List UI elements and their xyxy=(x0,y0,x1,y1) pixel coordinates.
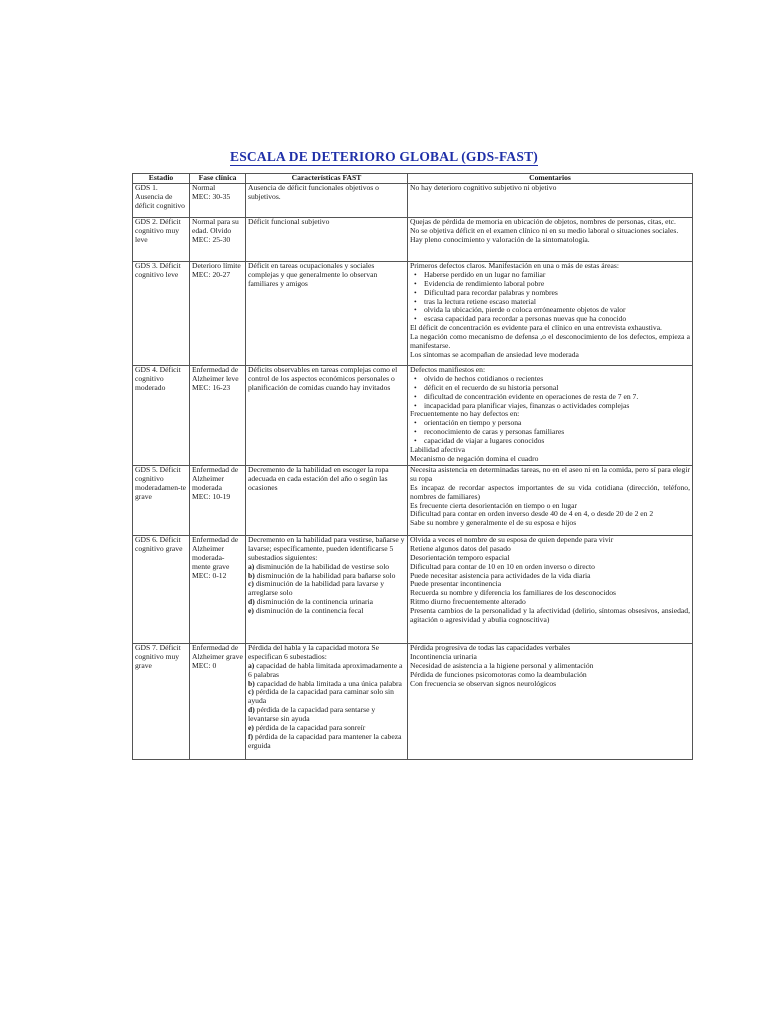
subestadio-item: c) pérdida de la capacidad para caminar solo sin ayuda xyxy=(248,687,394,706)
cell-estadio: GDS 2. Déficit cognitivo muy leve xyxy=(133,217,190,261)
list-item: • tras la lectura retiene escaso material xyxy=(424,298,690,307)
list-item: • incapacidad para planificar viajes, finanzas o actividades complejas xyxy=(424,402,690,411)
list-item: • orientación en tiempo y persona xyxy=(424,419,690,428)
subestadio-item: f) pérdida de la capacidad para mantener la cabeza erguida xyxy=(248,731,402,750)
list-item: • Dificultad para recordar palabras y nombres xyxy=(424,289,690,298)
table-row-gds-6 xyxy=(133,535,693,643)
cell-estadio: GDS 6. Déficit cognitivo grave xyxy=(133,535,190,643)
cell-fase: Enfermedad de Alzheimer moderada-mente grave MEC: 0-12 xyxy=(190,535,246,643)
cell-fast: Ausencia de déficit funcionales objetivos o subjetivos. xyxy=(246,183,408,217)
page-title-text: ESCALA DE DETERIORO GLOBAL (GDS-FAST) xyxy=(230,149,538,164)
list-item: • capacidad de viajar a lugares conocidos xyxy=(424,437,690,446)
table-row-gds-3 xyxy=(133,261,693,365)
bullet-list xyxy=(410,375,690,411)
subestadio-item: d) pérdida de la capacidad para sentarse y levantarse sin ayuda xyxy=(248,705,376,724)
list-item: • reconocimiento de caras y personas familiares xyxy=(424,428,690,437)
list-item: • escasa capacidad para recordar a personas nuevas que ha conocido xyxy=(424,315,690,324)
bullet-list xyxy=(410,271,690,324)
cell-estadio: GDS 1. Ausencia de déficit cognitivo xyxy=(133,183,190,217)
subestadio-item: c) disminución de la habilidad para lavarse y arreglarse solo xyxy=(248,579,385,598)
cell-fase: Enfermedad de Alzheimer moderada MEC: 10-19 xyxy=(190,465,246,535)
cell-fase: Normal MEC: 30-35 xyxy=(190,183,246,217)
page-title xyxy=(0,149,768,166)
cell-comentarios: Necesita asistencia en determinadas tareas, no en el aseo ni en la comida, pero sí para elegir su ropa Es incapaz de recordar aspectos importantes de su vida cotidiana (dirección, teléfono, nombres de familiares) Es frecuente cierta desorientación en tiempo o en lugar Dificultad para contar en orden inverso desde 40 de 4 en 4, o desde 20 de 2 en 2 Sabe su nombre y generalmente el de su esposa e hijos xyxy=(408,465,693,535)
table-row-gds-1 xyxy=(133,183,693,217)
list-item: • Haberse perdido en un lugar no familiar xyxy=(424,271,690,280)
header-fase-clinica: Fase clínica xyxy=(190,174,246,184)
cell-fast: Decremento en la habilidad para vestirse, bañarse y lavarse; específicamente, pueden identificarse 5 subestadios siguientes: a) disminución de la habilidad de vestirse solo b) disminución de la habilidad para bañarse solo c) disminución de la habilidad para lavarse y arreglarse solo d) disminución de la continencia urinaria e) disminución de la continencia fecal xyxy=(246,535,408,643)
list-item: • olvida la ubicación, pierde o coloca erróneamente objetos de valor xyxy=(424,306,690,315)
cell-fase: Enfermedad de Alzheimer leve MEC: 16-23 xyxy=(190,365,246,465)
cell-comentarios: Defectos manifiestos en: • olvido de hechos cotidianos o recientes • déficit en el recuerdo de su historia personal • dificultad de concentración evidente en operaciones de resta de 7 en 7. • incapacidad para planificar viajes, finanzas o actividades complejas Frecuentemente no hay defectos en: • orientación en tiempo y persona • reconocimiento de caras y personas familiares • capacidad de viajar a lugares conocidos Labilidad afectiva Mecanismo de negación domina el cuadro xyxy=(408,365,693,465)
cell-comentarios: No hay deterioro cognitivo subjetivo ni objetivo xyxy=(408,183,693,217)
table-row-gds-5 xyxy=(133,465,693,535)
cell-fast: Déficit en tareas ocupacionales y sociales complejas y que generalmente lo observan familiares y amigos xyxy=(246,261,408,365)
cell-estadio: GDS 3. Déficit cognitivo leve xyxy=(133,261,190,365)
cell-fase: Normal para su edad. Olvido MEC: 25-30 xyxy=(190,217,246,261)
list-item: • olvido de hechos cotidianos o recientes xyxy=(424,375,690,384)
subestadio-item: e) pérdida de la capacidad para sonreír xyxy=(248,723,366,733)
subestadio-item: b) disminución de la habilidad para bañarse solo xyxy=(248,570,396,580)
cell-fast: Déficit funcional subjetivo xyxy=(246,217,408,261)
cell-comentarios: Primeros defectos claros. Manifestación en una o más de estas áreas: • Haberse perdido en un lugar no familiar • Evidencia de rendimiento laboral pobre • Dificultad para recordar palabras y nombres • tras la lectura retiene escaso material • olvida la ubicación, pierde o coloca erróneamente objetos de valor • escasa capacidad para recordar a personas nuevas que ha conocido El déficit de concentración es evidente para el clínico en una entrevista exhaustiva. La negación como mecanismo de defensa ,o el desconocimiento de los defectos, empieza a manifestarse. Los síntomas se acompañan de ansiedad leve moderada xyxy=(408,261,693,365)
list-item: • déficit en el recuerdo de su historia personal xyxy=(424,384,690,393)
table-row-gds-7 xyxy=(133,643,693,759)
list-item: • dificultad de concentración evidente en operaciones de resta de 7 en 7. xyxy=(424,393,690,402)
cell-comentarios: Quejas de pérdida de memoria en ubicación de objetos, nombres de personas, citas, etc. No se objetiva déficit en el examen clínico ni en su medio laboral o situaciones sociales. Hay pleno conocimiento y valoración de la sintomatología. xyxy=(408,217,693,261)
cell-fase: Enfermedad de Alzheimer grave MEC: 0 xyxy=(190,643,246,759)
header-estadio: Estadio xyxy=(133,174,190,184)
subestadio-item: d) disminución de la continencia urinaria xyxy=(248,597,374,607)
subestadio-item: a) capacidad de habla limitada aproximadamente a 6 palabras xyxy=(248,660,403,679)
cell-comentarios: Olvida a veces el nombre de su esposa de quien depende para vivir Retiene algunos datos del pasado Desorientación temporo espacial Dificultad para contar de 10 en 10 en orden inverso o directo Puede necesitar asistencia para actividades de la vida diaria Puede presentar incontinencia Recuerda su nombre y diferencia los familiares de los desconocidos Ritmo diurno frecuentemente alterado Presenta cambios de la personalidad y la afectividad (delirio, síntomas obsesivos, ansiedad, agitación o agresividad y abulia cognoscitiva) xyxy=(408,535,693,643)
cell-estadio: GDS 4. Déficit cognitivo moderado xyxy=(133,365,190,465)
list-item: • Evidencia de rendimiento laboral pobre xyxy=(424,280,690,289)
cell-comentarios: Pérdida progresiva de todas las capacidades verbales Incontinencia urinaria Necesidad de asistencia a la higiene personal y alimentación Pérdida de funciones psicomotoras como la deambulación Con frecuencia se observan signos neurológicos xyxy=(408,643,693,759)
gds-fast-table xyxy=(132,173,693,760)
cell-fast: Decremento de la habilidad en escoger la ropa adecuada en cada estación del año o según las ocasiones xyxy=(246,465,408,535)
cell-fase: Deterioro límite MEC: 20-27 xyxy=(190,261,246,365)
header-comentarios: Comentarios xyxy=(408,174,693,184)
table-header-row xyxy=(133,174,693,184)
subestadio-item: b) capacidad de habla limitada a una única palabra xyxy=(248,678,402,688)
cell-fast: Déficits observables en tareas complejas como el control de los aspectos económicos personales o planificación de comidas cuando hay invitados xyxy=(246,365,408,465)
subestadio-item: a) disminución de la habilidad de vestirse solo xyxy=(248,561,390,571)
table-row-gds-4 xyxy=(133,365,693,465)
subestadio-item: e) disminución de la continencia fecal xyxy=(248,606,364,616)
table-row-gds-2 xyxy=(133,217,693,261)
header-caracteristicas-fast: Características FAST xyxy=(246,174,408,184)
cell-fast: Pérdida del habla y la capacidad motora Se especifican 6 subestadios: a) capacidad de habla limitada aproximadamente a 6 palabras b) capacidad de habla limitada a una única palabra c) pérdida de la capacidad para caminar solo sin ayuda d) pérdida de la capacidad para sentarse y levantarse sin ayuda e) pérdida de la capacidad para sonreír f) pérdida de la capacidad para mantener la cabeza erguida xyxy=(246,643,408,759)
bullet-list xyxy=(410,419,690,446)
cell-estadio: GDS 7. Déficit cognitivo muy grave xyxy=(133,643,190,759)
cell-estadio: GDS 5. Déficit cognitivo moderadamen-te grave xyxy=(133,465,190,535)
